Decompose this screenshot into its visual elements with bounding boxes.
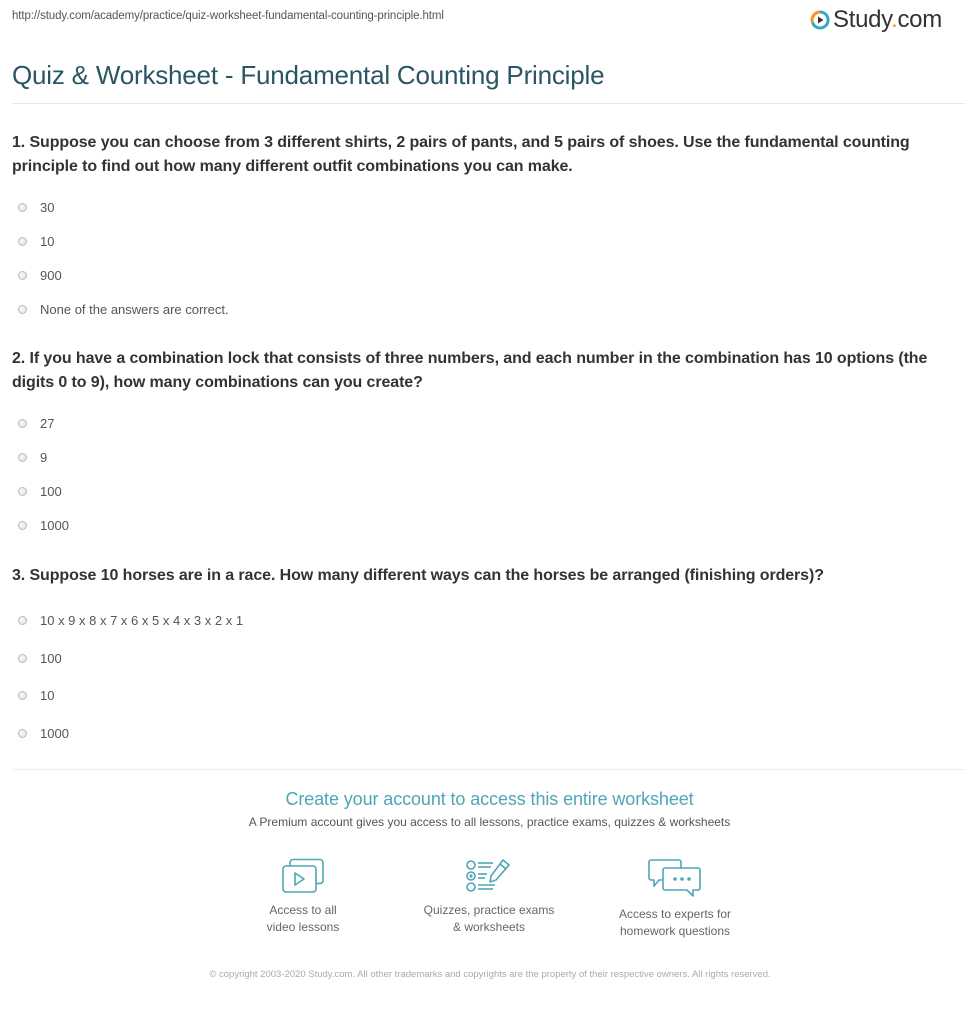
radio-button[interactable] [18, 419, 27, 428]
answer-label: 10 x 9 x 8 x 7 x 6 x 5 x 4 x 3 x 2 x 1 [40, 613, 244, 629]
feature-quizzes [399, 858, 579, 936]
answer-option[interactable] [12, 677, 957, 715]
radio-button[interactable] [18, 729, 27, 738]
answer-option[interactable] [12, 715, 957, 753]
answer-label: 900 [40, 267, 62, 283]
feature-line-2: video lessons [266, 920, 340, 934]
video-lessons-icon [280, 858, 326, 894]
question-text: 2. If you have a combination lock that consists of three numbers, and each number in the combination has 10 options (the digits 0 to 9), how many combinations can you create? [12, 350, 928, 391]
answer-label: 30 [40, 199, 55, 215]
radio-button[interactable] [18, 203, 27, 212]
answer-option[interactable] [12, 440, 957, 474]
logo-dot: . [891, 6, 898, 33]
answer-list [12, 190, 957, 326]
answer-label: 100 [40, 483, 62, 499]
page-title: Quiz & Worksheet - Fundamental Counting Principle [12, 60, 605, 90]
question-1 [12, 131, 957, 326]
radio-button[interactable] [18, 271, 27, 280]
feature-line-2: homework questions [619, 924, 731, 938]
radio-button[interactable] [18, 521, 27, 530]
logo-wordmark [833, 6, 942, 34]
question-2 [12, 347, 957, 542]
answer-label: 9 [40, 449, 48, 465]
section-divider [12, 769, 965, 770]
answer-label: 10 [40, 233, 55, 249]
answer-label: 1000 [40, 725, 69, 741]
answer-option[interactable] [12, 640, 957, 678]
feature-experts [585, 858, 765, 940]
chat-bubbles-icon [647, 858, 703, 898]
page-url: http://study.com/academy/practice/quiz-worksheet-fundamental-counting-principle.html [12, 10, 444, 22]
answer-list [12, 406, 957, 542]
radio-button[interactable] [18, 616, 27, 625]
answer-option[interactable] [12, 258, 957, 292]
feature-line-1: Quizzes, practice exams [423, 903, 555, 917]
answer-label: 27 [40, 415, 55, 431]
play-circle-icon [810, 10, 830, 30]
logo-name: Study [833, 6, 892, 33]
question-3 [12, 564, 957, 752]
answer-option[interactable] [12, 224, 957, 258]
logo-com: com [897, 6, 942, 33]
cta-subtitle: A Premium account gives you access to all lessons, practice exams, quizzes & worksheets [248, 815, 731, 829]
title-divider [12, 103, 965, 104]
feature-label [213, 902, 393, 936]
answer-label: 10 [40, 688, 55, 704]
answer-option[interactable] [12, 406, 957, 440]
feature-line-1: Access to all [269, 903, 337, 917]
feature-video-lessons [213, 858, 393, 936]
answer-option[interactable] [12, 292, 957, 326]
answer-option[interactable] [12, 190, 957, 224]
cta-title[interactable]: Create your account to access this entire worksheet [285, 789, 694, 809]
question-text: 1. Suppose you can choose from 3 different shirts, 2 pairs of pants, and 5 pairs of shoes. Use the fundamental counting principle to find out how many different outfit combinations you can make. [12, 134, 910, 175]
feature-label [399, 902, 579, 936]
top-bar [0, 0, 979, 40]
copyright-notice: © copyright 2003-2020 Study.com. All other trademarks and copyrights are the property of their respective owners. All rights reserved. [209, 969, 771, 980]
question-text: 3. Suppose 10 horses are in a race. How many different ways can the horses be arranged (finishing orders)? [12, 567, 824, 584]
study-logo[interactable] [810, 6, 942, 34]
answer-label: None of the answers are correct. [40, 301, 229, 317]
radio-button[interactable] [18, 487, 27, 496]
feature-label [585, 906, 765, 940]
feature-line-2: & worksheets [452, 920, 526, 934]
feature-line-1: Access to experts for [618, 907, 732, 921]
answer-option[interactable] [12, 602, 957, 640]
radio-button[interactable] [18, 654, 27, 663]
answer-label: 1000 [40, 517, 69, 533]
answer-option[interactable] [12, 474, 957, 508]
radio-button[interactable] [18, 237, 27, 246]
answer-list [12, 602, 957, 752]
answer-option[interactable] [12, 508, 957, 542]
radio-button[interactable] [18, 453, 27, 462]
radio-button[interactable] [18, 305, 27, 314]
answer-label: 100 [40, 650, 62, 666]
radio-button[interactable] [18, 691, 27, 700]
quiz-checklist-icon [465, 858, 513, 894]
